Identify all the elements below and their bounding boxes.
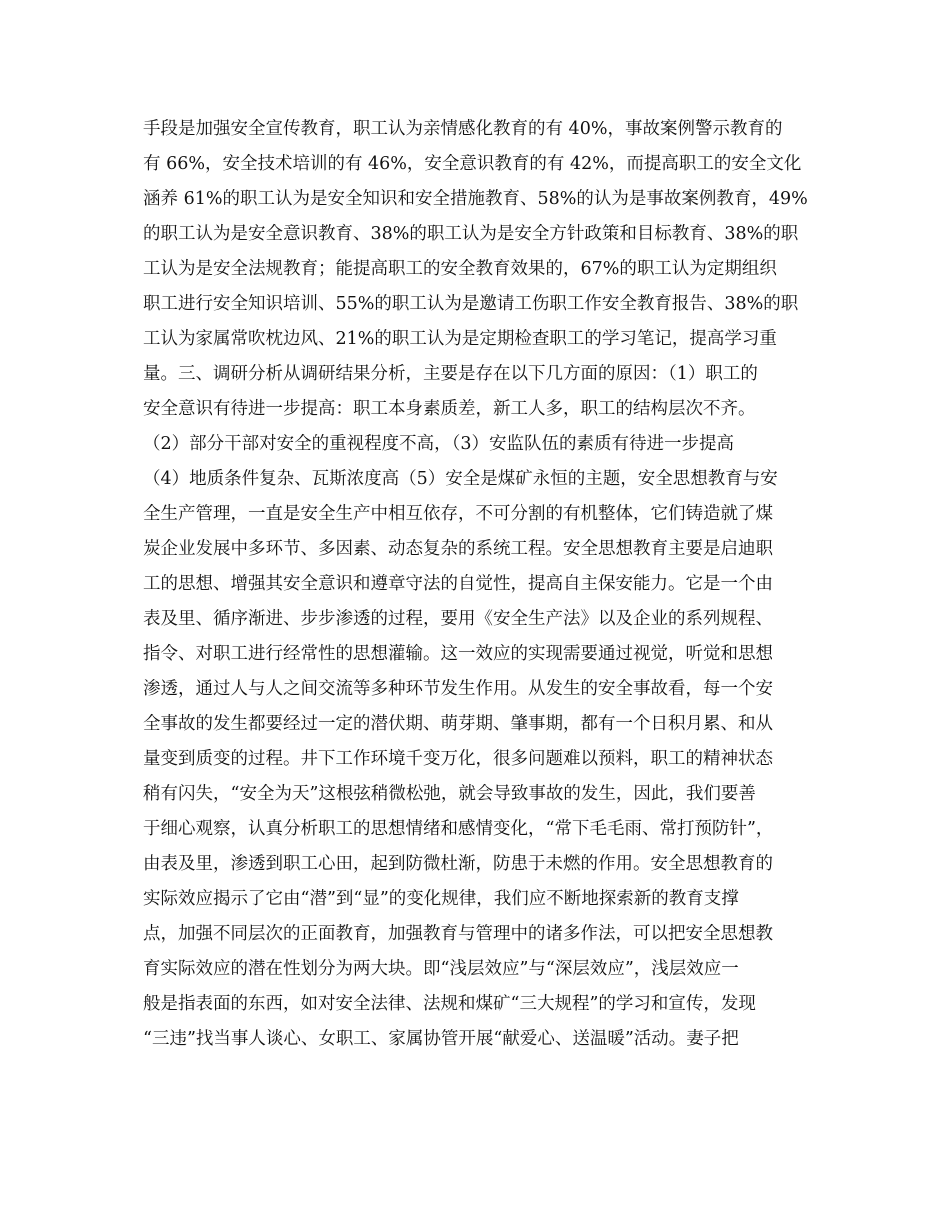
text-line: 表及里、循序渐进、步步渗透的过程，要用《安全生产法》以及企业的系列规程、 [143, 609, 773, 629]
text-line: 有 66%，安全技术培训的有 46%，安全意识教育的有 42%，而提高职工的安全文化 [143, 154, 802, 174]
body-text [143, 112, 823, 1057]
text-line: 渗透，通过人与人之间交流等多种环节发生作用。从发生的安全事故看，每一个安 [143, 679, 773, 699]
text-line: “三违”找当事人谈心、女职工、家属协管开展“献爱心、送温暖”活动。妻子把 [143, 1029, 739, 1049]
text-line: 的职工认为是安全意识教育、38%的职工认为是安全方针政策和目标教育、38%的职 [143, 224, 799, 244]
text-line: 由表及里，渗透到职工心田，起到防微杜渐，防患于未燃的作用。安全思想教育的 [143, 854, 773, 874]
text-line: 稍有闪失，“安全为天”这根弦稍微松弛，就会导致事故的发生，因此，我们要善 [143, 784, 756, 804]
text-line: 全生产管理，一直是安全生产中相互依存，不可分割的有机整体，它们铸造就了煤 [143, 504, 773, 524]
text-line: 安全意识有待进一步提高：职工本身素质差，新工人多，职工的结构层次不齐。 [143, 399, 756, 419]
text-line: 工认为是安全法规教育；能提高职工的安全教育效果的，67%的职工认为定期组织 [143, 259, 777, 279]
text-line: 职工进行安全知识培训、55%的职工认为是邀请工伤职工作安全教育报告、38%的职 [143, 294, 799, 314]
text-line: 工的思想、增强其安全意识和遵章守法的自觉性，提高自主保安能力。它是一个由 [143, 574, 773, 594]
text-line: 点，加强不同层次的正面教育，加强教育与管理中的诸多作法，可以把安全思想教 [143, 924, 773, 944]
text-line: （4）地质条件复杂、瓦斯浓度高（5）安全是煤矿永恒的主题，安全思想教育与安 [143, 469, 778, 489]
text-line: 实际效应揭示了它由“潜”到“显”的变化规律，我们应不断地探索新的教育支撑 [143, 889, 739, 909]
text-line: 育实际效应的潜在性划分为两大块。即“浅层效应”与“深层效应”，浅层效应一 [143, 959, 739, 979]
text-line: （2）部分干部对安全的重视程度不高，（3）安监队伍的素质有待进一步提高 [143, 434, 735, 454]
text-line: 全事故的发生都要经过一定的潜伏期、萌芽期、肇事期，都有一个日积月累、和从 [143, 714, 773, 734]
text-line: 涵养 61%的职工认为是安全知识和安全措施教育、58%的认为是事故案例教育，49% [143, 189, 808, 209]
text-line: 工认为家属常吹枕边风、21%的职工认为是定期检查职工的学习笔记，提高学习重 [143, 329, 777, 349]
text-line: 指令、对职工进行经常性的思想灌输。这一效应的实现需要通过视觉，听觉和思想 [143, 644, 773, 664]
text-line: 炭企业发展中多环节、多因素、动态复杂的系统工程。安全思想教育主要是启迪职 [143, 539, 773, 559]
text-line: 量。三、调研分析从调研结果分析，主要是存在以下几方面的原因：（1）职工的 [143, 364, 758, 384]
text-line: 手段是加强安全宣传教育，职工认为亲情感化教育的有 40%，事故案例警示教育的 [143, 119, 783, 139]
text-line: 于细心观察，认真分析职工的思想情绪和感情变化，“常下毛毛雨、常打预防针”， [143, 819, 774, 839]
text-line: 量变到质变的过程。井下工作环境千变万化，很多问题难以预料，职工的精神状态 [143, 749, 773, 769]
text-line: 般是指表面的东西，如对安全法律、法规和煤矿“三大规程”的学习和宣传，发现 [143, 994, 756, 1014]
